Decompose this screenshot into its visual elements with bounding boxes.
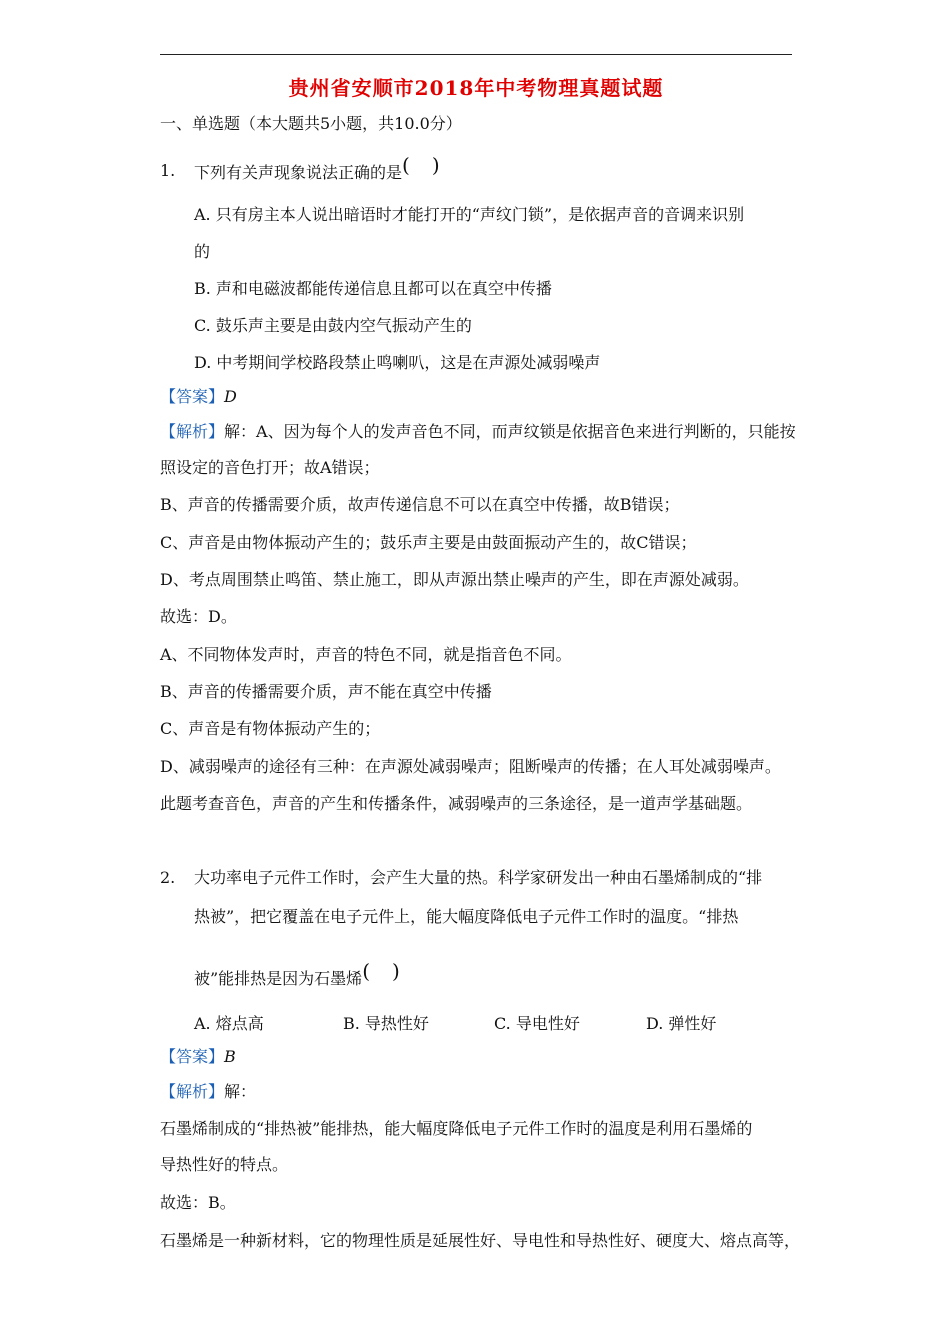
analysis-text: 解： [224, 1082, 257, 1101]
question-1-option-a-line2: 的 [194, 242, 211, 261]
answer-tag: 【答案】 [160, 1047, 225, 1066]
analysis-tag: 【解析】 [160, 1082, 225, 1101]
question-1-analysis-line: D、考点周围禁止鸣笛、禁止施工，即从声源出禁止噪声的产生，即在声源处减弱。 [160, 570, 749, 589]
question-1-stem-text: 下列有关声现象说法正确的是 [194, 163, 403, 182]
question-1-analysis-line: D、减弱噪声的途径有三种：在声源处减弱噪声；阻断噪声的传播；在人耳处减弱噪声。 [160, 757, 781, 776]
question-2-analysis-line: 故选：B。 [160, 1193, 236, 1212]
top-rule [160, 54, 792, 55]
question-2-analysis-line [160, 1081, 256, 1103]
question-1-option-d: D. 中考期间学校路段禁止鸣喇叭，这是在声源处减弱噪声 [194, 353, 601, 372]
question-1-analysis-line: 照设定的音色打开；故A错误； [160, 458, 380, 477]
question-2-analysis-line: 石墨烯是一种新材料，它的物理性质是延展性好、导电性和导热性好、硬度大、熔点高等， [160, 1231, 801, 1250]
answer-bracket-open: ( [362, 959, 370, 983]
answer-tag: 【答案】 [160, 387, 225, 406]
question-1-analysis-line: 故选：D。 [160, 607, 237, 626]
question-1-analysis-line: A、不同物体发声时，声音的特色不同，就是指音色不同。 [160, 645, 572, 664]
question-2-analysis-line: 导热性好的特点。 [160, 1155, 289, 1174]
page-title: 贵州省安顺市2018年中考物理真题试题 [288, 76, 664, 100]
question-1-answer [160, 386, 237, 408]
question-1-option-a-line1: A. 只有房主本人说出暗语时才能打开的“声纹门锁”，是依据声音的音调来识别 [194, 205, 745, 224]
question-1-analysis-line: C、声音是由物体振动产生的；鼓乐声主要是由鼓面振动产生的，故C错误； [160, 533, 697, 552]
answer-value: B [224, 1047, 236, 1066]
analysis-tag: 【解析】 [160, 422, 225, 441]
question-2-stem-text: 被”能排热是因为石墨烯 [194, 969, 363, 988]
question-1-option-c: C. 鼓乐声主要是由鼓内空气振动产生的 [194, 316, 472, 335]
question-2-stem-line3 [194, 959, 400, 990]
question-1-analysis-line: B、声音的传播需要介质，声不能在真空中传播 [160, 682, 492, 701]
question-1-stem [194, 153, 440, 184]
section-heading: 一、单选题（本大题共5小题，共10.0分） [160, 114, 462, 133]
question-2-option-d: D. 弹性好 [646, 1014, 717, 1033]
answer-bracket-close: ) [392, 959, 400, 983]
question-1-analysis-line: 此题考查音色，声音的产生和传播条件，减弱噪声的三条途径，是一道声学基础题。 [160, 794, 753, 813]
analysis-text: 解：A、因为每个人的发声音色不同，而声纹锁是依据音色来进行判断的，只能按 [224, 422, 796, 441]
question-2-option-a: A. 熔点高 [194, 1014, 264, 1033]
question-2-number: 2. [160, 868, 176, 887]
question-2-option-c: C. 导电性好 [494, 1014, 580, 1033]
question-1-number: 1. [160, 161, 176, 180]
answer-bracket-open: ( [402, 153, 410, 177]
question-2-analysis-line: 石墨烯制成的“排热被”能排热，能大幅度降低电子元件工作时的温度是利用石墨烯的 [160, 1119, 753, 1138]
question-1-analysis-line: C、声音是有物体振动产生的； [160, 719, 381, 738]
question-1-analysis-line: B、声音的传播需要介质，故声传递信息不可以在真空中传播，故B错误； [160, 495, 680, 514]
question-2-answer [160, 1046, 236, 1068]
question-2-stem-line2: 热被”，把它覆盖在电子元件上，能大幅度降低电子元件工作时的温度。“排热 [194, 907, 739, 926]
answer-value: D [224, 387, 237, 406]
question-1-option-b: B. 声和电磁波都能传递信息且都可以在真空中传播 [194, 279, 552, 298]
question-1-analysis-line [160, 421, 796, 443]
question-2-option-b: B. 导热性好 [343, 1014, 429, 1033]
answer-bracket-close: ) [431, 153, 440, 177]
question-2-stem-line1: 大功率电子元件工作时，会产生大量的热。科学家研发出一种由石墨烯制成的“排 [194, 868, 763, 887]
